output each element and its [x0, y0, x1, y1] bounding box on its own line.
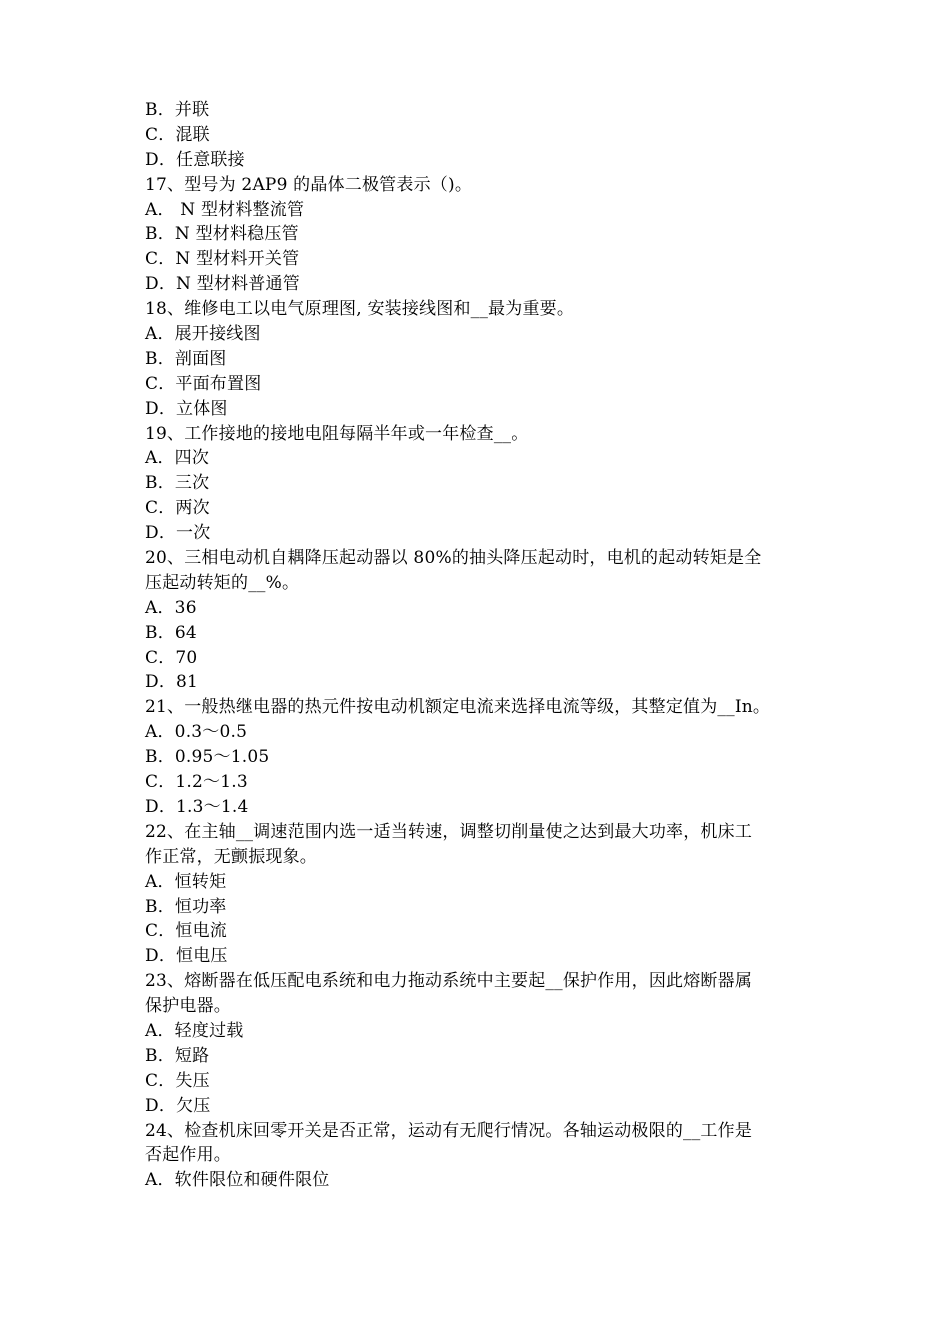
text-line: C．恒电流: [145, 921, 228, 942]
text-line: A．展开接线图: [145, 324, 261, 345]
text-line: D．N 型材料普通管: [145, 274, 300, 295]
text-line: 22、在主轴__调速范围内选一适当转速，调整切削量使之达到最大功率，机床工: [145, 821, 753, 842]
text-line: 18、维修电工以电气原理图, 安装接线图和__最为重要。: [145, 299, 575, 320]
text-line: A． N 型材料整流管: [145, 199, 305, 220]
text-line: C．N 型材料开关管: [145, 249, 300, 270]
text-line: B．短路: [145, 1045, 210, 1066]
text-line: 保护电器。: [145, 996, 231, 1017]
text-line: D．一次: [145, 523, 211, 544]
text-line: 19、工作接地的接地电阻每隔半年或一年检查__。: [145, 423, 529, 444]
text-line: B．恒功率: [145, 896, 227, 917]
text-line: 作正常，无颤振现象。: [145, 846, 317, 867]
text-line: B．64: [145, 622, 197, 643]
text-line: A．四次: [145, 448, 210, 469]
text-line: C．两次: [145, 498, 210, 519]
text-line: B．0.95～1.05: [145, 747, 270, 768]
text-line: C．平面布置图: [145, 373, 262, 394]
text-line: B．并联: [145, 100, 210, 120]
text-line: 17、型号为 2AP9 的晶体二极管表示（)。: [145, 174, 473, 195]
text-line: 21、一般热继电器的热元件按电动机额定电流来选择电流等级，其整定值为__In。: [145, 697, 771, 718]
text-line: A．0.3～0.5: [145, 722, 248, 743]
text-line: B．N 型材料稳压管: [145, 224, 299, 245]
text-line: 否起作用。: [145, 1145, 231, 1166]
text-line: 24、检查机床回零开关是否正常，运动有无爬行情况。各轴运动极限的__工作是: [145, 1120, 753, 1141]
text-line: A．软件限位和硬件限位: [145, 1170, 330, 1191]
text-line: 20、三相电动机自耦降压起动器以 80%的抽头降压起动时，电机的起动转矩是全: [145, 548, 762, 569]
text-line: C．1.2～1.3: [145, 772, 248, 793]
text-line: 23、熔断器在低压配电系统和电力拖动系统中主要起__保护作用，因此熔断器属: [145, 971, 753, 992]
text-line: 压起动转矩的__%。: [145, 572, 300, 593]
text-line: D．任意联接: [145, 149, 245, 170]
text-line: B．剖面图: [145, 348, 227, 369]
text-line: D．恒电压: [145, 946, 228, 967]
text-line: C．混联: [145, 124, 210, 145]
text-line: A．轻度过载: [145, 1020, 244, 1041]
text-line: C．失压: [145, 1070, 210, 1091]
text-line: A．恒转矩: [145, 871, 227, 892]
document-page: [145, 98, 815, 1193]
text-line: D．1.3～1.4: [145, 796, 249, 817]
text-line: A．36: [145, 597, 197, 618]
text-line: D．欠压: [145, 1095, 211, 1116]
text-line: C．70: [145, 647, 198, 668]
text-line: B．三次: [145, 473, 210, 494]
text-line: D．立体图: [145, 398, 228, 419]
text-line: D．81: [145, 672, 199, 693]
